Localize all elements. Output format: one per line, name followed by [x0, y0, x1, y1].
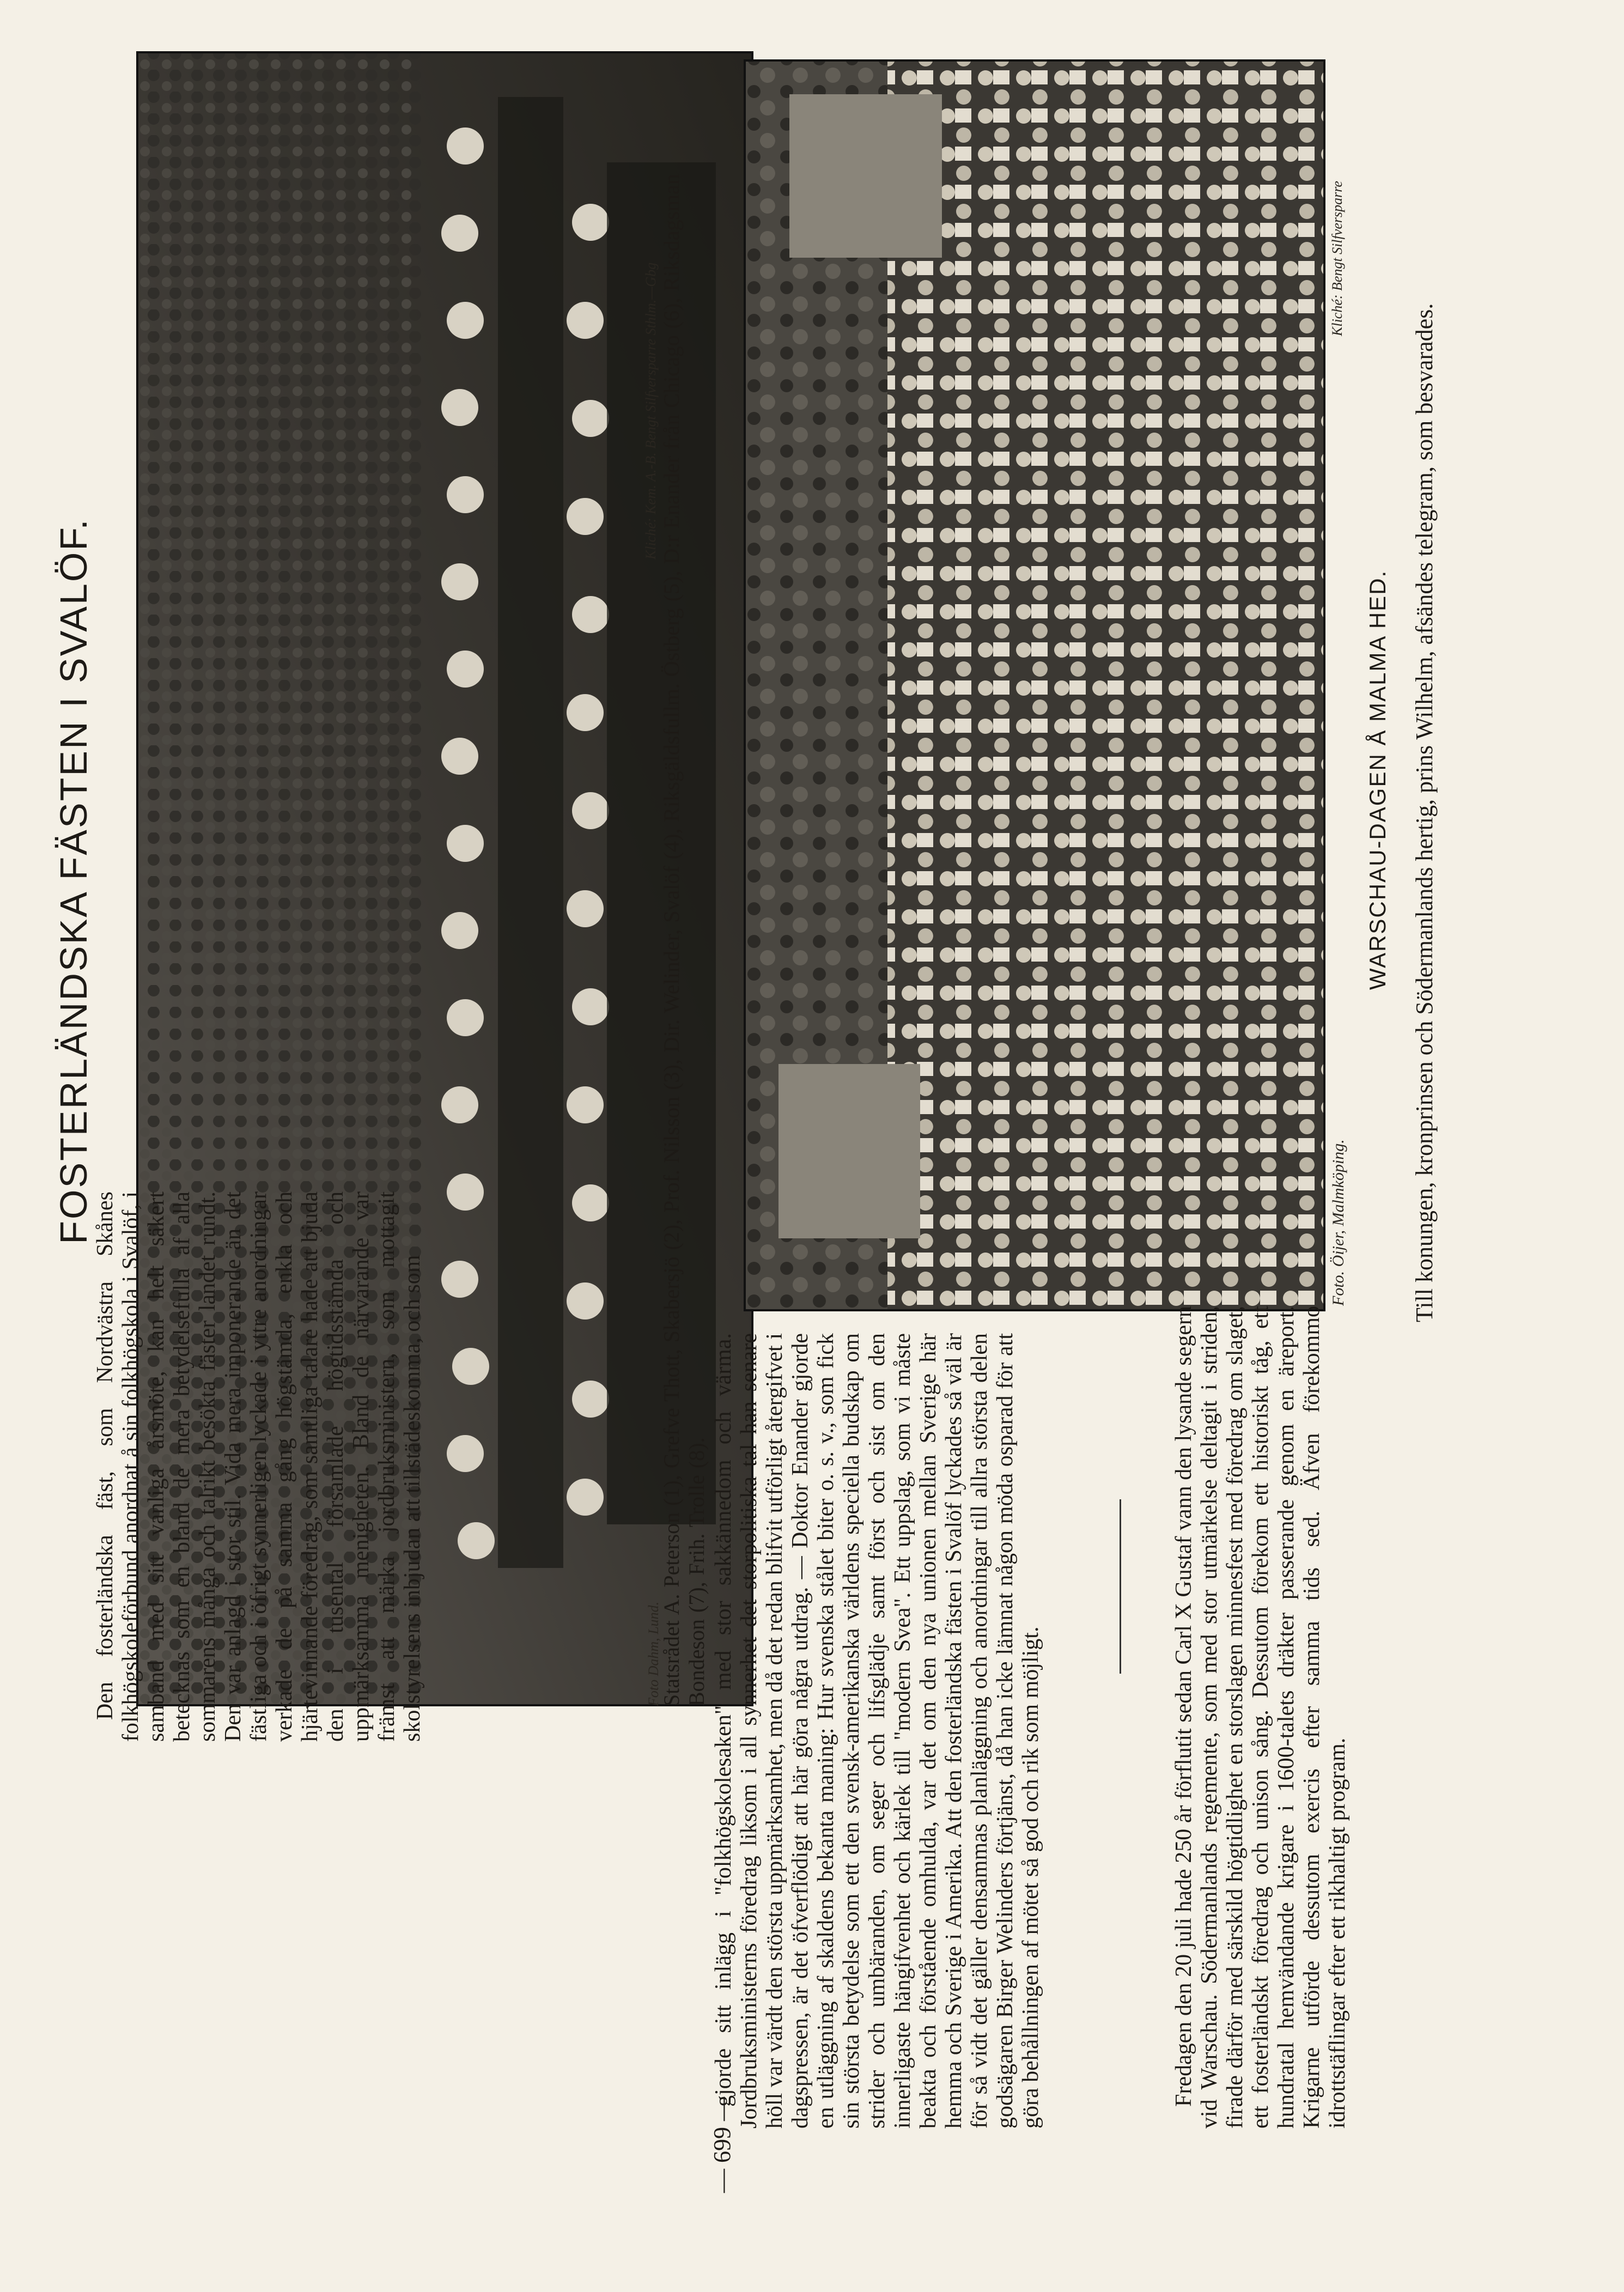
- article-column-1: [93, 1191, 654, 1742]
- photo2-caption: WARSCHAU-DAGEN Å MALMA HED.: [1365, 569, 1390, 990]
- article-paragraph-3: Fredagen den 20 juli hade 250 år förflutit sedan Carl X Gustaf vann den lysande segern vid Warschau. Södermanlands regemente, som med stor utmärkelse deltagit i striden, firade därför med särskild högtidlighet en storslagen minnesfest med föredrag om slaget, ett fosterländskt föredrag och unison sång. Dessutom förekom ett historiskt tåg, ett hundratal hemvändande krigare i 1600-talets dräkter passerande genom en äreport. Krigarne utförde dessutom exercis efter samma tids sed. Äfven förekommo idrottstäflingar efter ett rikhaltigt program.: [1171, 1306, 1350, 2129]
- photo1-cliche-credit: Kliché: Kem. A.-B. Bengt Silfversparre Sthlm.—Gbg: [643, 262, 659, 560]
- article-column-3: [1171, 1306, 1400, 2129]
- crowd-photo-warschau-day-image: [746, 62, 1323, 1309]
- article-paragraph-2: gjorde sitt inlägg i "folkhögskolesaken" med stor sakkännedom och värma. Jordbruksministerns föredrag liksom i all synnerhet det storpolitiska tal han senare höll var värdt den största uppmärksamhet, men då det redan blifvit utförligt återgifvet i dagspressen, är det öfverflödigt att här göra några utdrag. — Doktor Enander gjorde en utläggning af skaldens bekanta maning: Hur svenska stålet biter o. s. v., som fick sin största betydelse som ett den svensk-amerikanska världens speciella budskap om strider och umbäranden, om seger och lifsglädje samt först och sist om den innerligaste hängifvenhet och kärlek till "modern Svea". Ett uppslag, som vi måste beakta och förstående omhulda, var det om den nya unionen mellan Sverige här hemma och Sverige i Amerika. Att den fosterländska fästen i Svalöf lyckades så väl är för så vidt det gäller densammas planläggning och anordningar till allra största delen godsägaren Birger Welinders förtjänst, då han icke lämnat någon möda osparad för att göra behållningen af mötet så god och rik som möjligt.: [711, 1333, 1043, 2129]
- article-column-2: [711, 1333, 1060, 2129]
- article-title: FOSTERLÄNDSKA FÄSTEN I SVALÖF.: [52, 518, 95, 1244]
- photo2-credit: Foto. Öijer, Malmköping.: [1329, 1139, 1347, 1306]
- photo2-cliche-credit: Kliché: Bengt Silfversparre: [1329, 181, 1345, 336]
- article-closing-line: Till konungen, kronprinsen och Södermanlands hertig, prins Wilhelm, afsändes telegram, som besvarades.: [1411, 303, 1438, 1322]
- crowd-photo-warschau-day: [744, 59, 1325, 1311]
- photo1-credit: Foto Dahm, Lund.: [646, 1601, 661, 1706]
- photo1-caption: Statsrådet A. Peterson (1), Grefve Thott, Skabersjö (2), Prof. Nilsson (3), Dir. Welinder, Svalöf (4), Riksgäldsfullm. Östberg (5), D:r Enander från Chicago (6), Riksdagsman Bondeson (7), Frih. Trolle (8).: [659, 174, 709, 1706]
- page-number: — 699 —: [709, 2097, 735, 2193]
- section-divider: [1120, 1499, 1121, 1674]
- article-paragraph-1: Den fosterländska fäst, som Nordvästra Skånes folkhögskoleförbund anordnat å sin folkhögskola i Svalöf, i samband med sitt vanliga årsmöte, kan helt säkert betecknas som en bland de mera betydelsefulla af alla sommarens många och talrikt besökta fäster landet rundt. Den var anlagd i stor stil. Vida mera imponerande än det fästliga och i öfrigt synnerligen lyckade i yttre anordningar verkade de på samma gång högstämda, enkla och hjärtevinnande föredrag, som samtliga talare hade att bjuda den i tusental församlade högtidsstämda och uppmärksamma menigheten. Bland de närvarande var främst att märka jordbruksministern, som mottagit skolstyrelsens inbjudan att tillstädeskomma, och som: [93, 1191, 425, 1742]
